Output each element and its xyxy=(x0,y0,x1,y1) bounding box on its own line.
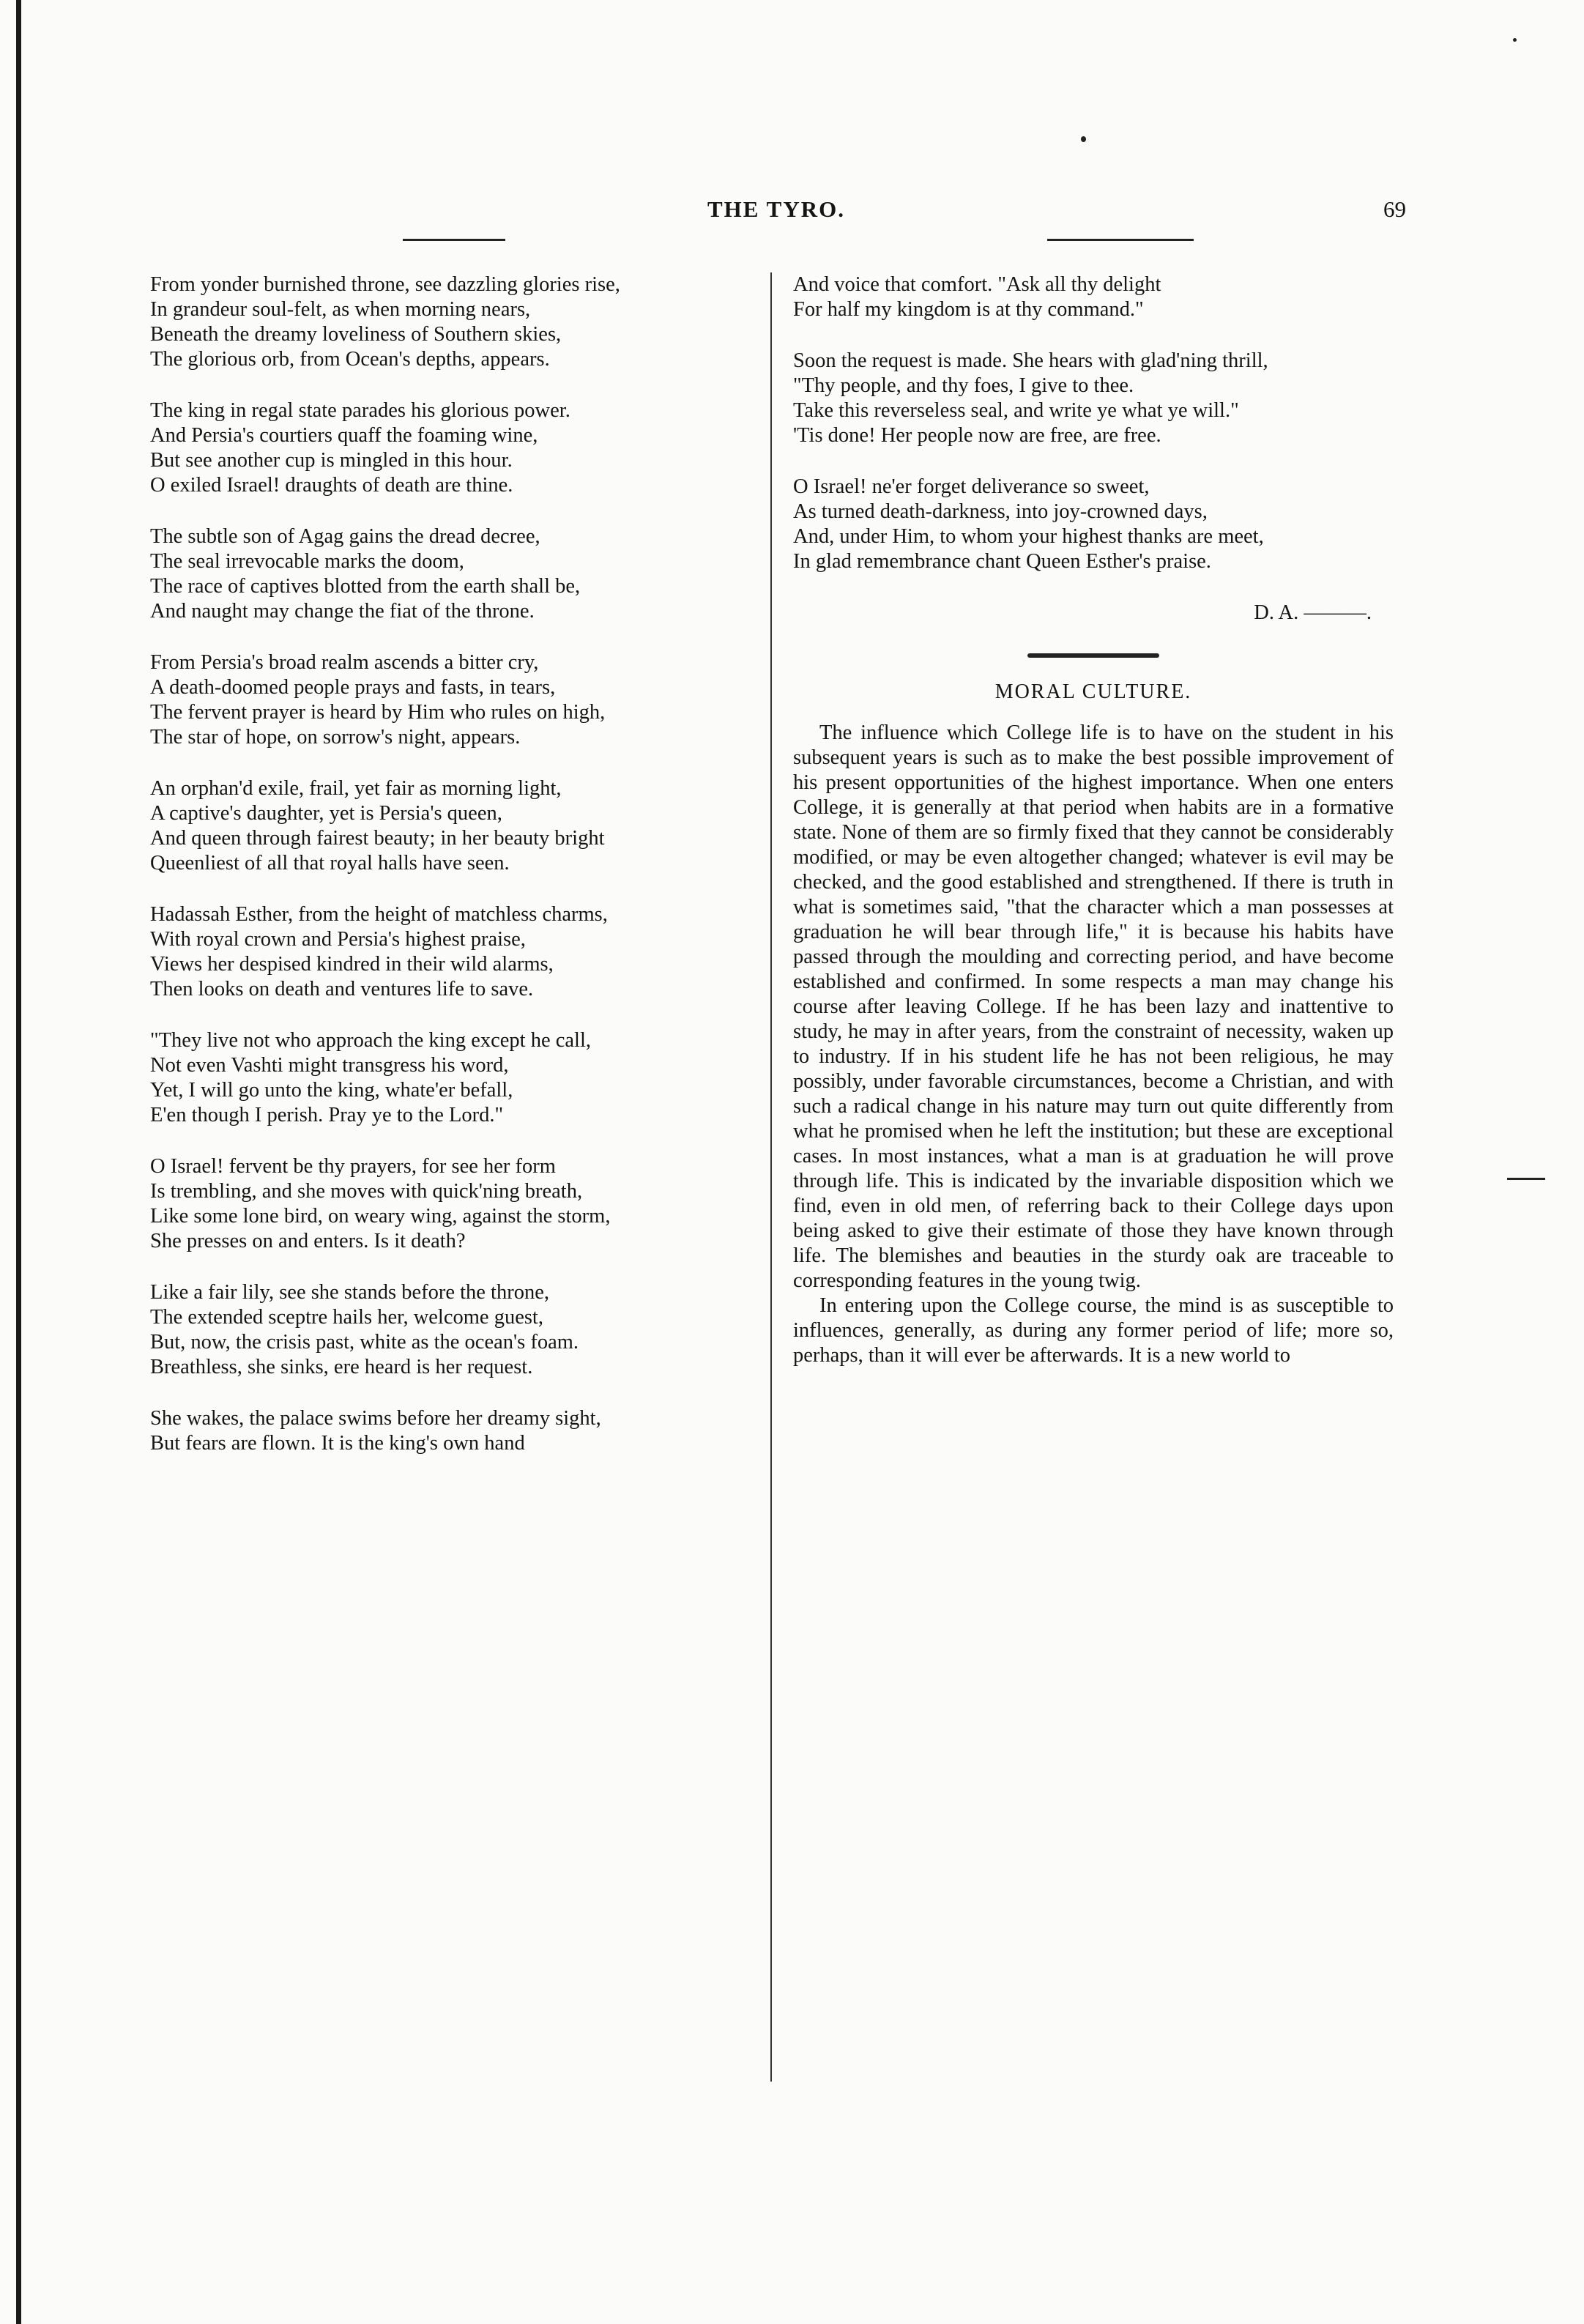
page-header xyxy=(146,196,1406,233)
poem-continuation xyxy=(793,272,1394,574)
poem-line: A death-doomed people prays and fasts, in tears, xyxy=(150,676,556,699)
poem-line: The star of hope, on sorrow's night, appears. xyxy=(150,726,521,749)
page-number: 69 xyxy=(1383,196,1406,222)
poem-line: From Persia's broad realm ascends a bitter cry, xyxy=(150,651,539,674)
poem-stanza xyxy=(150,1154,751,1254)
poem-line: Queenliest of all that royal halls have seen. xyxy=(150,852,510,875)
poem-line: 'Tis done! Her people now are free, are free. xyxy=(793,424,1161,447)
poem-line: But fears are flown. It is the king's own hand xyxy=(150,1432,525,1455)
poem-line: And voice that comfort. "Ask all thy delight xyxy=(793,273,1161,296)
poem-stanza xyxy=(150,776,751,876)
poem-line: From yonder burnished throne, see dazzling glories rise, xyxy=(150,273,620,296)
poem-stanza xyxy=(150,1028,751,1128)
poem-line: Like some lone bird, on weary wing, against the storm, xyxy=(150,1205,611,1228)
poem-line: The fervent prayer is heard by Him who rules on high, xyxy=(150,701,606,724)
poem-stanza xyxy=(150,1280,751,1380)
poem-stanza xyxy=(150,902,751,1002)
article-paragraph: In entering upon the College course, the mind is as susceptible to influences, generally, as during any former period of life; more so, perhaps, than it will ever be afterwards. It is a new world to xyxy=(793,1294,1394,1367)
poem-line: And, under Him, to whom your highest thanks are meet, xyxy=(793,525,1264,548)
edge-mark xyxy=(1507,1178,1545,1180)
poem-line: As turned death-darkness, into joy-crowned days, xyxy=(793,500,1208,523)
left-column xyxy=(150,272,751,1482)
poem-stanza xyxy=(150,272,751,372)
poem-line: She presses on and enters. Is it death? xyxy=(150,1230,466,1252)
poem-line: Like a fair lily, see she stands before the throne, xyxy=(150,1281,549,1304)
poem-stanza xyxy=(793,272,1394,322)
poem-line: E'en though I perish. Pray ye to the Lord." xyxy=(150,1104,504,1126)
poem-line: And Persia's courtiers quaff the foaming wine, xyxy=(150,424,538,447)
poem-line: Breathless, she sinks, ere heard is her request. xyxy=(150,1356,533,1378)
poem-line: Soon the request is made. She hears with glad'ning thrill, xyxy=(793,349,1268,372)
ink-speck xyxy=(1081,136,1086,142)
poem-line: Yet, I will go unto the king, whate'er befall, xyxy=(150,1079,513,1102)
poem-line: The extended sceptre hails her, welcome guest, xyxy=(150,1306,543,1329)
poem-line: With royal crown and Persia's highest praise, xyxy=(150,928,526,951)
poem-stanza xyxy=(150,650,751,750)
poem-stanza xyxy=(793,349,1394,448)
poem-line: Is trembling, and she moves with quick'ning breath, xyxy=(150,1180,583,1203)
right-column xyxy=(793,272,1394,1368)
header-rule-right xyxy=(1047,239,1194,241)
poem-line: The king in regal state parades his glorious power. xyxy=(150,399,570,422)
header-rule-left xyxy=(403,239,505,241)
poem-line: The race of captives blotted from the earth shall be, xyxy=(150,575,581,598)
poem-line: Views her despised kindred in their wild alarms, xyxy=(150,953,554,976)
article-heading: MORAL CULTURE. xyxy=(994,680,1192,703)
poem-line: In grandeur soul-felt, as when morning nears, xyxy=(150,298,531,321)
poem-line: O Israel! ne'er forget deliverance so sweet, xyxy=(793,475,1150,498)
poem-line: For half my kingdom is at thy command." xyxy=(793,298,1144,321)
poem-line: An orphan'd exile, frail, yet fair as morning light, xyxy=(150,777,562,800)
poem-line: O Israel! fervent be thy prayers, for see her form xyxy=(150,1155,556,1178)
poem-stanza xyxy=(150,1406,751,1456)
poem-line: Take this reverseless seal, and write ye what ye will." xyxy=(793,399,1239,422)
poem-line: O exiled Israel! draughts of death are thine. xyxy=(150,474,513,497)
poem-line: "Thy people, and thy foes, I give to thee. xyxy=(793,374,1134,397)
poem-line: She wakes, the palace swims before her dreamy sight, xyxy=(150,1407,601,1430)
section-ornament xyxy=(1027,653,1159,658)
author-signature: D. A. ———. xyxy=(1254,601,1372,624)
article-paragraph: The influence which College life is to have on the student in his subsequent years is such as to make the best possible improvement of his present opportunities of the highest importance. When one enters College, it is generally at that period when habits are in a formative state. None of them are so firmly fixed that they cannot be considerably modified, or may be even altogether changed; whatever is evil may be checked, and the good established and strengthened. If there is truth in what is sometimes said, "that the character which a man possesses at graduation he will bear through life," it is because his habits have passed through the moulding and correcting period, and have become established and confirmed. In some respects a man may change his course after leaving College. If he has been lazy and inattentive to study, he may in after years, from the constraint of necessity, waken up to industry. If in his student life he has not been religious, he may possibly, under favorable circumstances, become a Christian, and with such a radical change in his nature may turn out quite differently from what he promised when he left the institution; but these are exceptional cases. In most instances, what a man is at graduation he will prove through life. This is indicated by the invariable disposition which we find, even in old men, of referring back to their College days upon being asked to give their estimate of those they have known through life. The blemishes and beauties in the sturdy oak are traceable to corresponding features in the young twig. xyxy=(793,721,1394,1292)
poem-line: "They live not who approach the king except he call, xyxy=(150,1029,592,1052)
binding-edge xyxy=(16,0,21,2324)
poem-stanza xyxy=(793,475,1394,574)
poem-line: But, now, the crisis past, white as the ocean's foam. xyxy=(150,1331,579,1354)
poem-stanza xyxy=(150,398,751,498)
poem-line: Beneath the dreamy loveliness of Southern skies, xyxy=(150,323,562,346)
poem-line: The subtle son of Agag gains the dread decree, xyxy=(150,525,540,548)
running-title: THE TYRO. xyxy=(707,196,845,222)
poem-line: Then looks on death and ventures life to save. xyxy=(150,978,534,1000)
poem-line: And naught may change the fiat of the throne. xyxy=(150,600,535,623)
poem-line: Hadassah Esther, from the height of matchless charms, xyxy=(150,903,608,926)
poem-line: A captive's daughter, yet is Persia's queen, xyxy=(150,802,502,825)
column-divider xyxy=(770,272,772,2082)
ink-speck xyxy=(1513,38,1517,42)
poem-line: The glorious orb, from Ocean's depths, appears. xyxy=(150,348,550,371)
poem-line: But see another cup is mingled in this hour. xyxy=(150,449,513,472)
poem-line: Not even Vashti might transgress his word, xyxy=(150,1054,509,1077)
poem-stanza xyxy=(150,524,751,624)
poem-line: The seal irrevocable marks the doom, xyxy=(150,550,464,573)
poem-line: And queen through fairest beauty; in her beauty bright xyxy=(150,827,605,850)
poem-line: In glad remembrance chant Queen Esther's praise. xyxy=(793,550,1211,573)
